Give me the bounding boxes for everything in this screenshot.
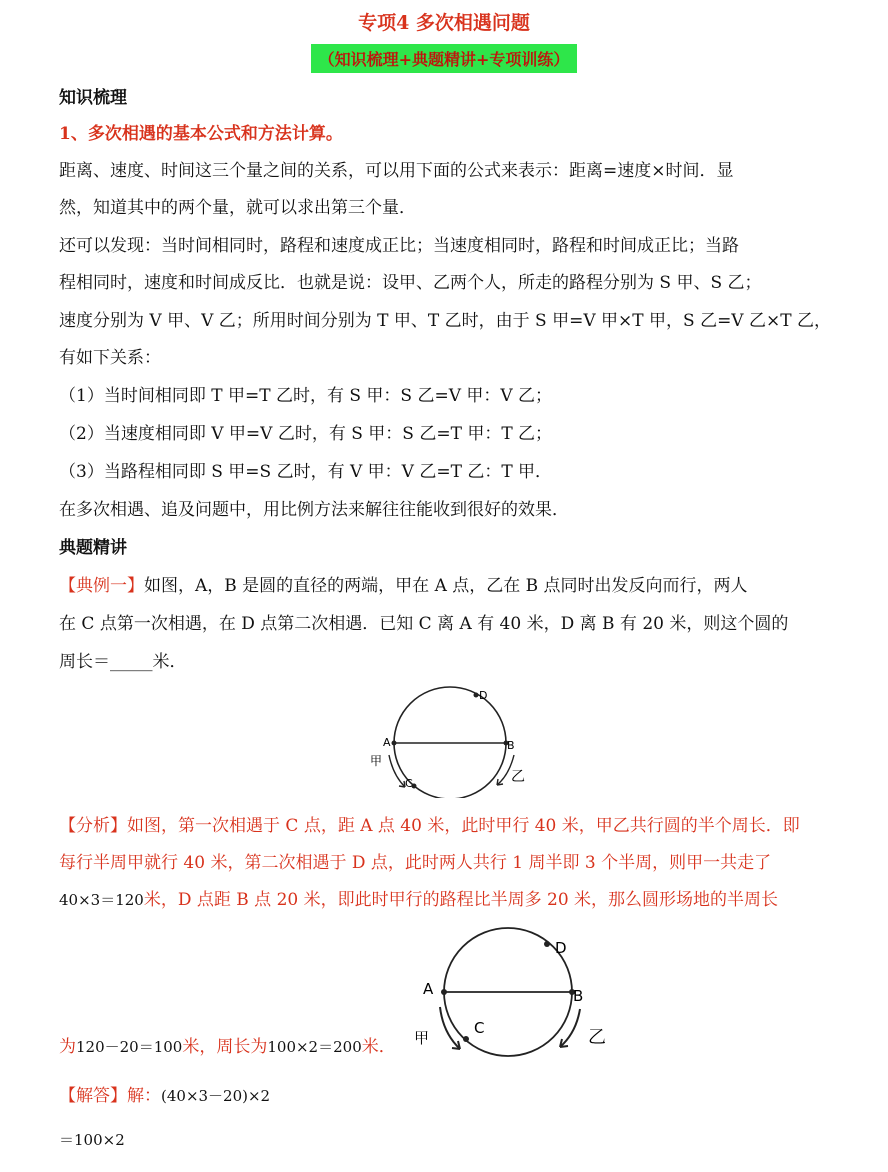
paragraph-line: 有如下关系： (59, 348, 161, 368)
analysis-line (59, 1035, 396, 1059)
answer-step: ＝100×2 (59, 1131, 125, 1149)
example-tag: 【典例一】 (59, 576, 144, 596)
label-jia: 甲 (370, 754, 383, 768)
math-expression: 100×2＝200 (267, 1038, 362, 1056)
label-jia: 甲 (414, 1029, 430, 1047)
analysis-line: 每行半周甲就行 40 米，第二次相遇于 D 点，此时两人共行 1 周半即 3 个半周，则甲一共走了 (59, 853, 772, 873)
relation-3: （3）当路程相同即 S 甲=S 乙时，有 V 甲：V 乙=T 乙：T 甲． (59, 462, 553, 482)
paragraph-line: 速度分别为 V 甲、V 乙；所用时间分别为 T 甲、T 乙时，由于 S 甲=V 甲×T 甲，S 乙=V 乙×T 乙， (59, 311, 831, 331)
analysis-text: 米，D 点距 B 点 20 米，即此时甲行的路程比半周多 20 米，那么圆形场地的半周长 (143, 890, 779, 910)
arrow-jia (440, 1007, 460, 1049)
math-expression: 40×3＝120 (59, 891, 144, 909)
example-text: 如图，A，B 是圆的直径的两端，甲在 A 点，乙在 B 点同时出发反向而行，两人 (144, 576, 748, 596)
relation-1: （1）当时间相同即 T 甲=T 乙时，有 S 甲：S 乙=V 甲：V 乙； (59, 386, 553, 406)
math-expression: 120－20＝100 (76, 1038, 183, 1056)
label-a: A (383, 736, 391, 749)
answer-tag: 【解答】 (59, 1086, 127, 1106)
page-subtitle: （知识梳理+典题精讲+专项训练） (311, 44, 578, 73)
paragraph-line: 距离、速度、时间这三个量之间的关系，可以用下面的公式来表示：距离=速度×时间．显 (59, 161, 734, 181)
label-c: C (405, 777, 413, 790)
subtitle-wrap (0, 44, 888, 73)
point-d (544, 941, 550, 947)
knowledge-point-1: 1、多次相遇的基本公式和方法计算。 (59, 124, 343, 144)
circle-diagram-large (410, 925, 625, 1060)
paragraph-line: 程相同时，速度和时间成反比．也就是说：设甲、乙两个人，所走的路程分别为 S 甲、S 乙； (59, 273, 762, 293)
label-c: C (474, 1019, 485, 1037)
analysis-text: 米，周长为 (182, 1037, 268, 1057)
label-yi: 乙 (511, 769, 525, 785)
analysis-text: 如图，第一次相遇于 C 点，距 A 点 40 米，此时甲行 40 米，甲乙共行圆的半个周长．即 (127, 816, 800, 836)
section-heading-examples: 典题精讲 (59, 538, 127, 558)
label-b: B (507, 739, 515, 752)
label-b: B (573, 987, 584, 1005)
example-1-line: 在 C 点第一次相遇，在 D 点第二次相遇．已知 C 离 A 有 40 米，D 离 B 有 20 米，则这个圆的 (59, 614, 789, 634)
label-a: A (423, 980, 434, 998)
answer-line (59, 1084, 270, 1108)
paragraph-line: 然，知道其中的两个量，就可以求出第三个量． (59, 198, 416, 218)
analysis-line (59, 888, 778, 912)
point-c (463, 1036, 469, 1042)
answer-prefix: 解： (127, 1086, 161, 1106)
section-heading-knowledge: 知识梳理 (59, 88, 127, 108)
point-a (441, 989, 447, 995)
paragraph-line: 在多次相遇、追及问题中，用比例方法来解往往能收到很好的效果． (59, 500, 569, 520)
point-a (392, 741, 397, 746)
label-d: D (555, 939, 567, 957)
arrow-yi (560, 1009, 580, 1047)
paragraph-line: 还可以发现：当时间相同时，路程和速度成正比；当速度相同时，路程和时间成正比；当路 (59, 236, 739, 256)
label-yi: 乙 (588, 1027, 606, 1048)
circle-diagram-small (365, 683, 535, 798)
label-d: D (479, 689, 488, 702)
analysis-text: 为 (59, 1037, 76, 1057)
analysis-line (59, 814, 800, 838)
analysis-text: 米． (361, 1037, 396, 1057)
example-1-line (59, 574, 748, 598)
example-1-line: 周长＝_____米． (59, 652, 187, 672)
point-d (474, 693, 479, 698)
math-expression: (40×3－20)×2 (161, 1087, 271, 1105)
relation-2: （2）当速度相同即 V 甲=V 乙时，有 S 甲：S 乙=T 甲：T 乙； (59, 424, 553, 444)
analysis-tag: 【分析】 (59, 816, 127, 836)
page-title: 专项4 多次相遇问题 (358, 12, 530, 34)
